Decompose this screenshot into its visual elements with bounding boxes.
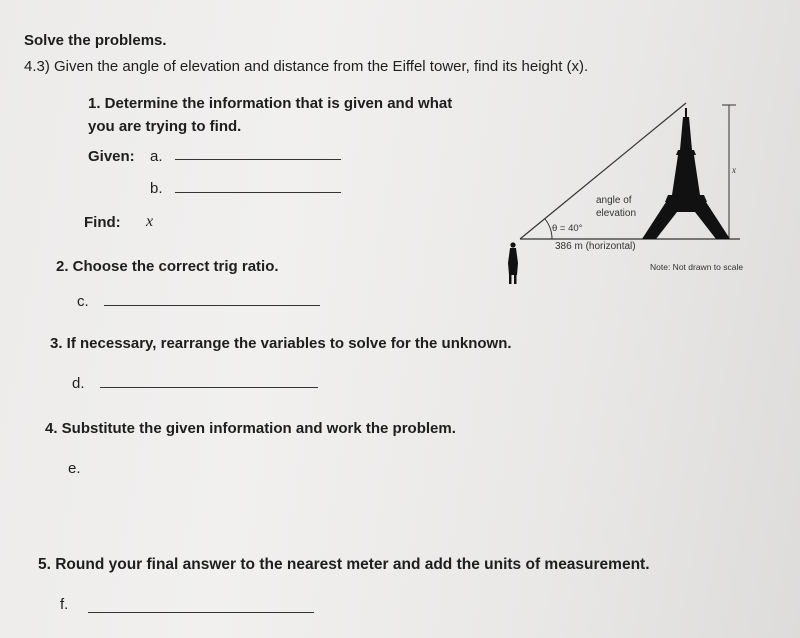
page-title: Solve the problems. [24, 32, 167, 49]
answer-a-blank[interactable] [175, 147, 341, 160]
step-1-line-2: you are trying to find. [88, 118, 242, 135]
angle-arc [545, 219, 552, 239]
person-icon [508, 242, 518, 284]
answer-f-label: f. [60, 596, 69, 613]
angle-label: θ = 40° [552, 223, 583, 234]
step-2-instruction: 2. Choose the correct trig ratio. [56, 258, 279, 275]
problem-statement: 4.3) Given the angle of elevation and distance from the Eiffel tower, find its height (x). [24, 58, 589, 75]
step-1-line-1: 1. Determine the information that is given and what [88, 95, 453, 112]
given-label: Given: [88, 148, 135, 165]
find-variable: x [146, 213, 154, 230]
step-1-instruction [88, 92, 452, 138]
answer-c-blank[interactable] [104, 293, 320, 306]
scale-note: Note: Not drawn to scale [650, 262, 744, 272]
answer-b-label: b. [150, 180, 163, 197]
answer-d-label: d. [72, 375, 85, 392]
step-3-instruction: 3. If necessary, rearrange the variables to solve for the unknown. [50, 335, 512, 352]
eiffel-tower-diagram [500, 95, 760, 290]
find-label: Find: [84, 214, 121, 231]
step-5-instruction: 5. Round your final answer to the nearest meter and add the units of measurement. [38, 556, 650, 573]
angle-caption-line-2: elevation [596, 208, 637, 219]
answer-d-blank[interactable] [100, 375, 318, 388]
answer-b-blank[interactable] [175, 180, 341, 193]
step-4-instruction: 4. Substitute the given information and work the problem. [45, 420, 456, 437]
height-label: x [732, 165, 736, 175]
answer-a-label: a. [150, 148, 163, 165]
answer-f-blank[interactable] [88, 600, 314, 613]
answer-c-label: c. [77, 293, 89, 310]
distance-label: 386 m (horizontal) [555, 241, 636, 252]
answer-e-label: e. [68, 460, 81, 477]
angle-caption-line-1: angle of [596, 195, 632, 206]
